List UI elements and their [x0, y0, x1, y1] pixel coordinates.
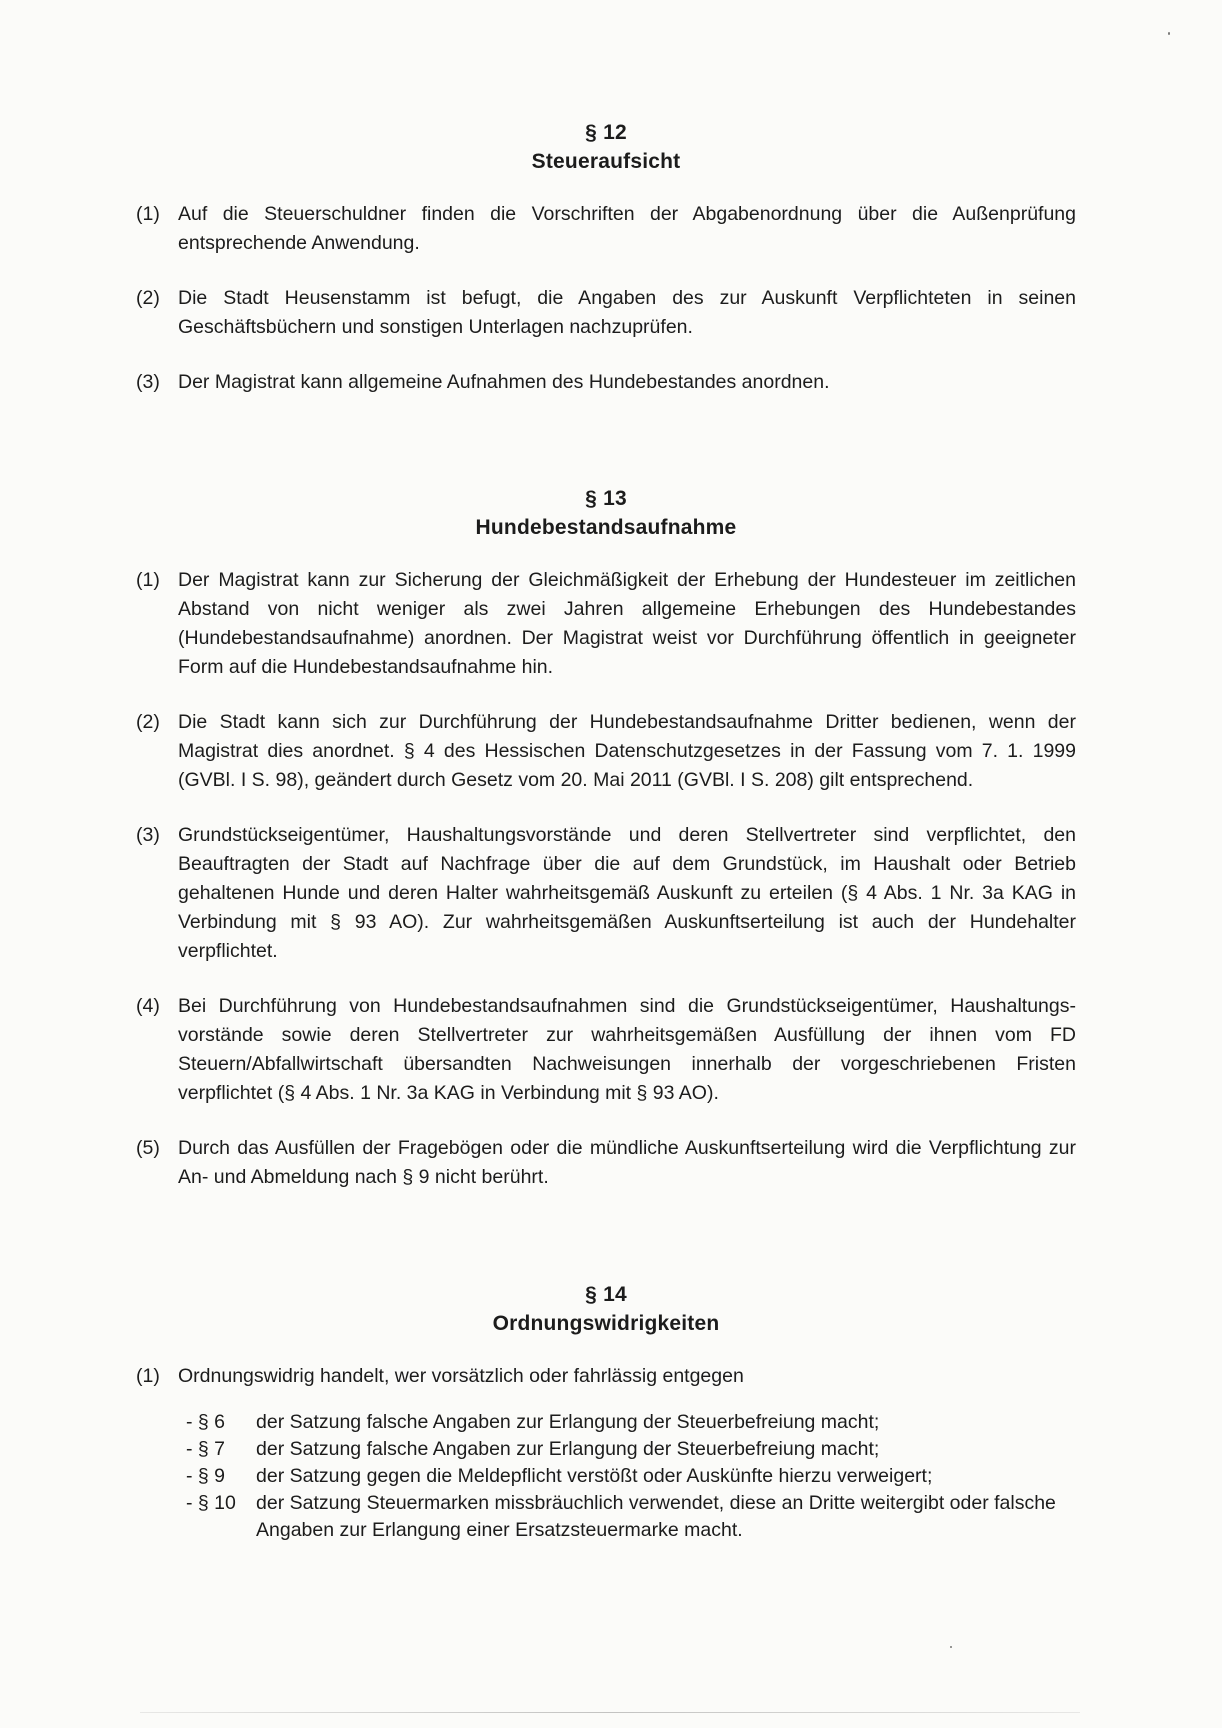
paragraph-number: (1) — [136, 569, 160, 591]
paragraph — [136, 821, 1076, 966]
list-item-text: der Satzung gegen die Meldepflicht verstößt oder Auskünfte hierzu verweigert; — [256, 1465, 933, 1487]
section-12 — [136, 118, 1076, 423]
paragraph-number: (1) — [136, 1365, 160, 1387]
section-14 — [136, 1280, 1076, 1544]
list-item-reference: - § 7 — [186, 1438, 226, 1460]
paragraph-text: Der Magistrat kann zur Sicherung der Gleichmäßigkeit der Erhebung der Hundesteuer im zeitlichen Abstand von nicht weniger als zwei Jahren allgemeine Erhebungen des Hundebestandes (Hundebestandsaufnahme) anordnen. Der Magistrat weist vor Durchführung öffentlich in geeigneter Form auf die Hundebestandsaufnahme hin. — [178, 569, 1076, 678]
paragraph-text: Bei Durchführung von Hundebestandsaufnahmen sind die Grundstückseigentümer, Haushaltungs-vorstände sowie deren Stellvertreter zur wahrheitsgemäßen Ausfüllung der ihnen vom FD Steuern/Abfallwirtschaft übersandten Nachweisungen innerhalb der vorgeschriebenen Fristen verpflichtet (§ 4 Abs. 1 Nr. 3a KAG in Verbindung mit § 93 AO). — [178, 995, 1076, 1104]
paragraph-number: (3) — [136, 824, 160, 846]
paragraph-text: Ordnungswidrig handelt, wer vorsätzlich oder fahrlässig entgegen — [178, 1365, 744, 1387]
paragraph — [136, 284, 1076, 342]
paragraph-number: (2) — [136, 711, 160, 733]
list-item — [186, 1436, 1076, 1463]
paragraph-number: (5) — [136, 1137, 160, 1159]
section-number: § 12 — [585, 121, 627, 144]
paragraph-text: Die Stadt kann sich zur Durchführung der Hundebestandsaufnahme Dritter bedienen, wenn der Magistrat dies anordnet. § 4 des Hessischen Datenschutzgesetzes in der Fassung vom 7. 1. 1999 (GVBl. I S. 98), geändert durch Gesetz vom 20. Mai 2011 (GVBl. I S. 208) gilt entsprechend. — [178, 711, 1076, 791]
paragraph-number: (1) — [136, 203, 160, 225]
paragraph — [136, 992, 1076, 1108]
list-item-reference: - § 10 — [186, 1492, 236, 1514]
section-heading — [136, 1280, 1076, 1338]
section-number: § 13 — [585, 487, 627, 510]
list-item — [186, 1409, 1076, 1436]
paragraph — [136, 200, 1076, 258]
paragraph — [136, 708, 1076, 795]
list-item — [186, 1490, 1076, 1544]
section-number: § 14 — [585, 1283, 627, 1306]
paragraph-text: Grundstückseigentümer, Haushaltungsvorstände und deren Stellvertreter sind verpflichtet, den Beauftragten der Stadt auf Nachfrage über die auf dem Grundstück, im Haushalt oder Betrieb gehaltenen Hunde und deren Halter wahrheitsgemäß Auskunft zu erteilen (§ 4 Abs. 1 Nr. 3a KAG in Verbindung mit § 93 AO). Zur wahrheitsgemäßen Auskunftserteilung ist auch der Hundehalter verpflichtet. — [178, 824, 1076, 962]
scan-edge-line — [140, 1712, 1080, 1713]
section-title: Steueraufsicht — [531, 150, 681, 173]
paragraph-text: Die Stadt Heusenstamm ist befugt, die Angaben des zur Auskunft Verpflichteten in seinen Geschäftsbüchern und sonstigen Unterlagen nachzuprüfen. — [178, 287, 1076, 338]
section-heading — [136, 118, 1076, 176]
list-item-reference: - § 9 — [186, 1465, 226, 1487]
list-item — [186, 1463, 1076, 1490]
paragraph — [136, 368, 1076, 397]
list-item-text: der Satzung falsche Angaben zur Erlangung der Steuerbefreiung macht; — [256, 1411, 880, 1433]
paragraph-text: Durch das Ausfüllen der Fragebögen oder die mündliche Auskunftserteilung wird die Verpflichtung zur An- und Abmeldung nach § 9 nicht berührt. — [178, 1137, 1076, 1188]
paragraph-number: (4) — [136, 995, 160, 1017]
section-heading — [136, 484, 1076, 542]
paragraph — [136, 1362, 1076, 1391]
scan-speck — [1168, 32, 1170, 35]
list-item-reference: - § 6 — [186, 1411, 226, 1433]
violation-list — [136, 1409, 1076, 1544]
list-item-text: der Satzung Steuermarken missbräuchlich verwendet, diese an Dritte weitergibt oder falsche Angaben zur Erlangung einer Ersatzsteuermarke macht. — [256, 1492, 1056, 1541]
scan-speck — [950, 1646, 952, 1648]
paragraph-text: Der Magistrat kann allgemeine Aufnahmen des Hundebestandes anordnen. — [178, 371, 830, 393]
paragraph-number: (3) — [136, 371, 160, 393]
paragraph — [136, 1134, 1076, 1192]
paragraph-text: Auf die Steuerschuldner finden die Vorschriften der Abgabenordnung über die Außenprüfung entsprechende Anwendung. — [178, 203, 1076, 254]
paragraph-number: (2) — [136, 287, 160, 309]
section-13 — [136, 484, 1076, 1218]
paragraph — [136, 566, 1076, 682]
section-title: Ordnungswidrigkeiten — [492, 1312, 720, 1335]
section-title: Hundebestandsaufnahme — [475, 516, 737, 539]
list-item-text: der Satzung falsche Angaben zur Erlangung der Steuerbefreiung macht; — [256, 1438, 880, 1460]
